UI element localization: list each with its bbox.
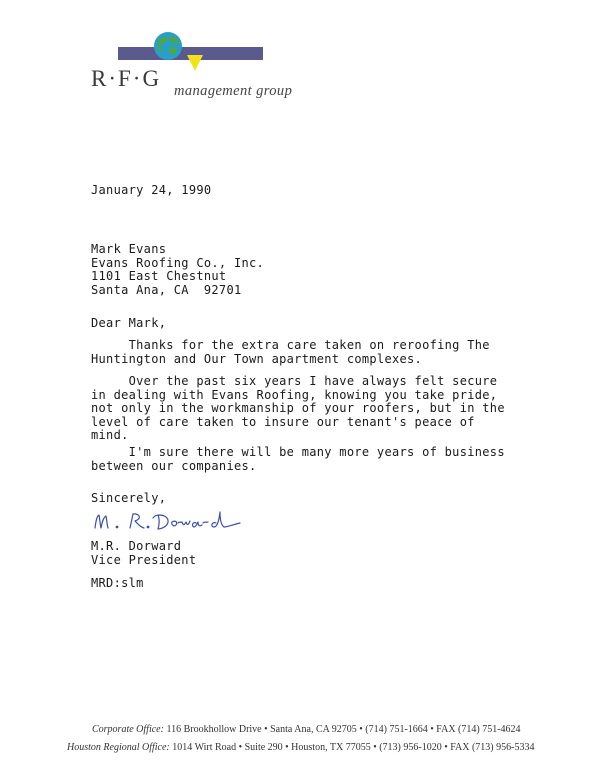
footer-corporate-label: Corporate Office: — [92, 724, 164, 735]
paragraph-1: Thanks for the extra care taken on reroofing The Huntington and Our Town apartment complexes. — [91, 338, 490, 366]
letter-date: January 24, 1990 — [91, 183, 212, 197]
recipient-city: Santa Ana, CA 92701 — [91, 282, 242, 297]
signer-name: M.R. Dorward — [91, 539, 182, 553]
recipient-name: Mark Evans — [91, 242, 167, 256]
logo-letters: R·F·G — [91, 66, 162, 91]
logo-triangle — [187, 55, 203, 71]
logo-subtitle: management group — [174, 83, 293, 99]
footer-houston-text: 1014 Wirt Road • Suite 290 • Houston, TX 77055 • (713) 956-1020 • FAX (713) 956-5334 — [169, 742, 535, 753]
recipient-street: 1101 East Chestnut — [91, 269, 227, 283]
reference-initials: MRD:slm — [91, 576, 144, 590]
footer-houston-office — [67, 742, 534, 753]
closing: Sincerely, — [91, 491, 167, 505]
recipient-company: Evans Roofing Co., Inc. — [91, 255, 265, 270]
signer-block — [91, 540, 196, 567]
paragraph-3: I'm sure there will be many more years of business between our companies. — [91, 445, 505, 473]
globe-icon — [153, 31, 183, 61]
salutation: Dear Mark, — [91, 316, 167, 330]
footer-corporate-office — [92, 724, 521, 735]
footer-corporate-text: 116 Brookhollow Drive • Santa Ana, CA 92705 • (714) 751-1664 • FAX (714) 751-4624 — [163, 724, 521, 735]
handwritten-signature — [92, 506, 252, 536]
footer-houston-label: Houston Regional Office: — [67, 742, 170, 753]
signer-title: Vice President — [91, 552, 197, 567]
paragraph-2: Over the past six years I have always felt secure in dealing with Evans Roofing, knowing you take pride, not only in the workmanship of your roofers, but in the level of care taken to insure our tenant's peace of mind. — [91, 374, 505, 442]
recipient-address — [91, 243, 264, 297]
